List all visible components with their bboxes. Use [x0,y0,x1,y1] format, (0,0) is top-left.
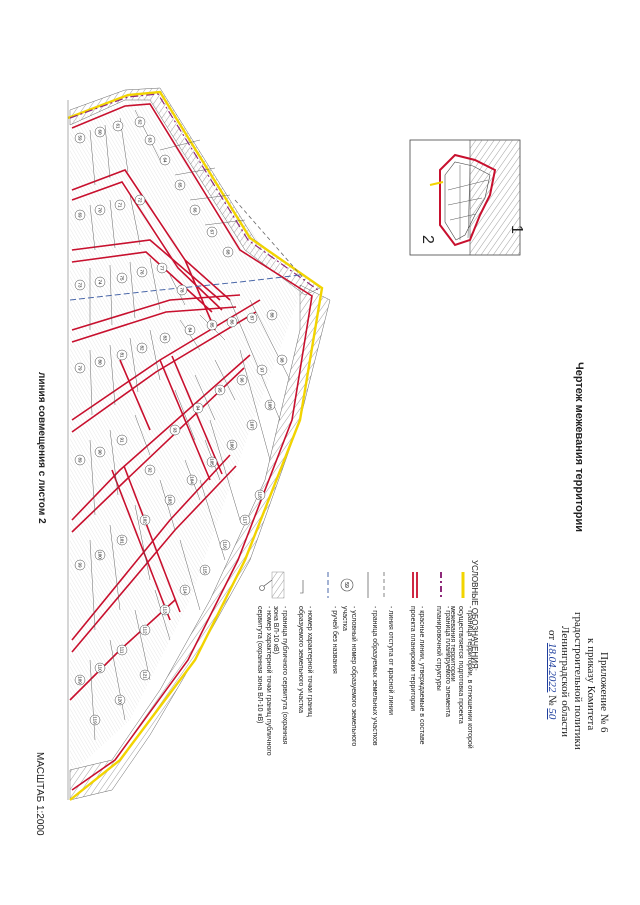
parcel-number-label: 101 [119,536,125,544]
parcel-number-label: 74 [97,279,103,285]
parcel-number-label: 64 [162,157,168,163]
parcel-number-label: 95 [217,387,223,393]
drawing-title: Чертеж межевания территории [573,362,585,533]
match-line-label: линия совмещения с листом 2 [36,372,47,524]
parcel-number-label: 103 [167,496,173,504]
appendix-number: 50 [546,708,558,720]
legend-item-text: - условный номер образуемого земельного участка [341,606,357,747]
parcel-number-label: 65 [177,182,183,188]
parcel-number-label: 69 [77,212,83,218]
parcel-number-label: 61 [115,123,121,129]
parcel-number-label: 63 [147,137,153,143]
parcel-number-label: 79 [77,365,83,371]
appendix-block [545,612,610,750]
legend-item-text: - ручей без названия [331,606,338,674]
parcel-number-label: 86 [229,319,235,325]
parcel-number-label: 99 [77,562,83,568]
parcel-number-label: 75 [119,275,125,281]
parcel-number-label: 82 [139,345,145,351]
parcel-number-label: 70 [97,207,103,213]
legend-item-text: - номер характерной точки границ образуемого земельного участка [297,606,313,717]
parcel-number-label: 108 [267,401,273,409]
parcel-number-label: 80 [97,359,103,365]
parcel-number-label: 102 [142,516,148,524]
legend-item-text: - линия отступа от красной линии [387,606,394,716]
parcel-number-label: 81 [119,352,125,358]
legend-item-text: - граница публичного сервитута (охранная зона ВЛ-10 кВ) [272,606,288,745]
appendix-date: 18.04.2022 [546,642,558,693]
parcel-number-label: 105 [209,458,215,466]
parcel-number-label: 73 [77,282,83,288]
parcel-number-label: 83 [162,335,168,341]
parcel-number-label: 59 [77,135,83,141]
parcel-number-label: 109 [77,676,83,684]
parcel-number-label: 87 [249,315,255,321]
parcel-number-label: 88 [269,312,275,318]
parcel-number-label: 67 [209,229,215,235]
parcel-number-label: 91 [119,437,125,443]
parcel-number-label: 115 [202,566,208,574]
appendix-number-prefix: № [546,695,558,706]
parcel-number-label: 78 [179,287,185,293]
legend-item-text: - номер характерной точки границ публичного сервитута (охранная зона ВЛ-10 кВ) [256,606,272,756]
appendix-line3: градостроительной политики [572,612,584,750]
parcel-number-label: 68 [225,249,231,255]
parcel-number-label: 89 [77,457,83,463]
parcel-number-label: 116 [222,541,228,549]
parcel-number-label: 92 [147,467,153,473]
parcel-number-label: 94 [195,405,201,411]
parcel-number-label: 111 [119,646,125,654]
parcel-number-label: 71 [117,202,123,208]
appendix-date-line [545,612,558,750]
parcel-number-label: 118 [257,491,263,499]
parcel-number-label: 112 [142,626,148,634]
parcel-number-label: 106 [229,441,235,449]
appendix-line2: к приказу Комитета [585,638,597,731]
appendix-date-prefix: от [546,630,558,641]
appendix-line1: Приложение № 6 [598,652,610,733]
parcel-number-label: 100 [97,551,103,559]
legend-item-text: - граница планируемого элемента планировочной структуры [435,606,451,717]
parcel-number-label: 119 [92,716,98,724]
parcel-number-label: 113 [162,606,168,614]
parcel-number-label: 66 [192,207,198,213]
parcel-number-label: 76 [139,269,145,275]
parcel-number-label: 77 [159,265,165,271]
parcel-number-label: 90 [97,449,103,455]
parcel-number-label: 117 [242,516,248,524]
parcel-number-label: 110 [97,664,103,672]
parcel-number-label: 96 [239,377,245,383]
parcel-number-label: 98 [279,357,285,363]
appendix-line4: Ленинградской области [559,626,571,737]
scale-label: МАСШТАБ 1:2000 [34,752,45,836]
legend-symbols [260,572,464,598]
parcel-number-label: 120 [117,696,123,704]
parcel-number-label: 84 [187,327,193,333]
parcel-number-label: 60 [97,129,103,135]
parcel-number-label: 114 [182,586,188,594]
parcel-number-label: 85 [209,322,215,328]
legend-item-text: - красные линии, утверждаемые в составе проекта планировки территории [409,606,425,745]
parcel-number-label: 107 [249,421,255,429]
legend-sample-number: 59 [343,582,349,588]
parcel-number-label: 104 [189,476,195,484]
parcel-number-label: 121 [142,671,148,679]
legend-header: УСЛОВНЫЕ ОБОЗНАЧЕНИЯ: [470,560,479,671]
parcel-number-label: 93 [172,427,178,433]
legend-item-text: - граница образуемых земельных участков [371,606,378,746]
inset-label-2: 2 [419,235,436,244]
legend-item-text: - граница территории, в отношении которой осуществляется подготовка проекта межевания территории [449,606,473,749]
inset-label-1: 1 [508,225,525,234]
parcel-number-label: 62 [137,119,143,125]
parcel-number-label: 97 [259,367,265,373]
parcel-number-label: 72 [137,197,143,203]
